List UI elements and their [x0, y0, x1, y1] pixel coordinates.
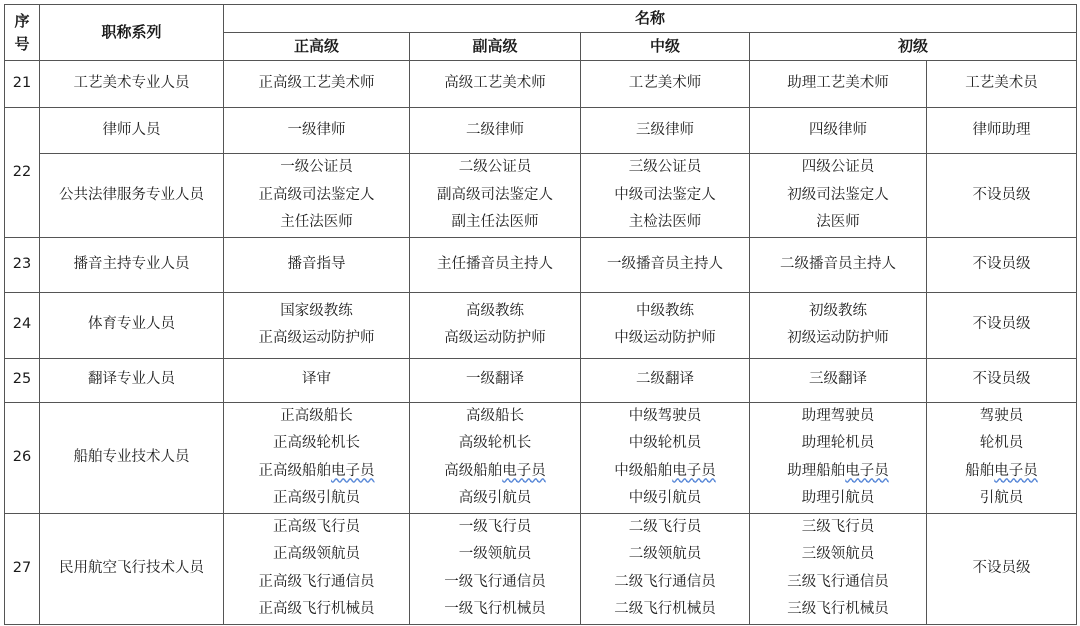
title-line: 正高级船舶电子员	[258, 462, 375, 479]
title-line: 二级翻译	[636, 371, 694, 388]
title-line: 三级飞行机械员	[787, 601, 889, 617]
header-level-junior: 初级	[750, 33, 1077, 61]
title-line: 一级公证员	[280, 159, 353, 175]
title-cell	[927, 108, 1077, 154]
title-line: 中级驾驶员	[628, 407, 702, 424]
title-line: 译审	[302, 371, 331, 388]
title-line: 一级播音员主持人	[607, 255, 723, 272]
title-cell	[927, 513, 1077, 624]
title-cell	[581, 108, 750, 154]
table-row	[5, 61, 1077, 108]
title-cell	[410, 61, 581, 108]
title-cell	[410, 154, 581, 238]
series-name	[40, 292, 224, 358]
title-line: 正高级引航员	[273, 490, 360, 506]
title-cell	[224, 292, 410, 358]
title-cell	[224, 154, 410, 238]
row-number: 21	[5, 61, 40, 108]
title-line: 二级领航员	[628, 546, 702, 562]
title-line: 引航员	[979, 490, 1024, 506]
title-cell	[224, 402, 410, 513]
header-level-senior-deputy: 副高级	[410, 33, 581, 61]
series-line: 播音主持专业人员	[73, 255, 190, 272]
header-name: 名称	[224, 5, 1077, 33]
title-line: 工艺美术员	[965, 75, 1038, 92]
title-line: 高级船长	[466, 407, 524, 424]
title-line: 副高级司法鉴定人	[437, 186, 553, 203]
title-line: 助理船舶电子员	[787, 462, 889, 479]
title-line: 不设员级	[972, 186, 1031, 203]
row-number: 22	[5, 108, 40, 238]
title-cell	[927, 402, 1077, 513]
header-series: 职称系列	[40, 5, 224, 61]
title-line: 正高级飞行机械员	[258, 601, 375, 617]
title-line: 正高级飞行员	[273, 518, 360, 535]
series-name	[40, 154, 224, 238]
row-number: 26	[5, 402, 40, 513]
row-number: 24	[5, 292, 40, 358]
title-cell	[750, 358, 927, 402]
title-cell	[927, 154, 1077, 238]
title-line: 主任法医师	[280, 214, 353, 230]
title-line: 播音指导	[287, 255, 346, 272]
title-cell	[581, 61, 750, 108]
title-line: 一级飞行通信员	[444, 573, 546, 590]
series-name	[40, 61, 224, 108]
header-level-senior-full: 正高级	[224, 33, 410, 61]
title-line: 主任播音员主持人	[437, 255, 553, 272]
table-row	[5, 237, 1077, 292]
title-line: 副主任法医师	[451, 214, 539, 230]
title-cell	[750, 237, 927, 292]
series-name	[40, 108, 224, 154]
title-cell	[750, 154, 927, 238]
title-line: 二级播音员主持人	[780, 255, 896, 272]
title-line: 三级飞行通信员	[787, 573, 889, 590]
series-line: 工艺美术专业人员	[73, 75, 190, 92]
table-body	[5, 61, 1077, 625]
title-line: 正高级领航员	[273, 546, 360, 562]
series-name	[40, 513, 224, 624]
table-row	[5, 292, 1077, 358]
title-cell	[581, 358, 750, 402]
title-cell	[581, 154, 750, 238]
title-line: 驾驶员	[979, 407, 1024, 424]
title-cell	[410, 513, 581, 624]
title-line: 中级引航员	[628, 490, 702, 506]
title-cell	[927, 292, 1077, 358]
title-line: 不设员级	[972, 316, 1031, 333]
table-row	[5, 154, 1077, 238]
title-cell	[224, 108, 410, 154]
title-cell	[224, 61, 410, 108]
title-cell	[410, 402, 581, 513]
title-line: 三级公证员	[628, 159, 702, 175]
title-line: 高级引航员	[458, 490, 532, 506]
title-line: 法医师	[816, 214, 860, 230]
title-line: 二级飞行通信员	[614, 573, 716, 590]
table-row	[5, 358, 1077, 402]
title-line: 律师助理	[972, 121, 1031, 138]
title-line: 高级工艺美术师	[444, 75, 546, 92]
title-line: 正高级运动防护师	[258, 330, 375, 346]
title-line: 轮机员	[979, 435, 1024, 451]
title-line: 一级飞行机械员	[444, 601, 546, 617]
title-line: 三级飞行员	[801, 518, 875, 535]
row-number: 25	[5, 358, 40, 402]
title-line: 初级教练	[809, 302, 867, 319]
series-line: 翻译专业人员	[88, 371, 175, 388]
title-line: 不设员级	[972, 559, 1031, 576]
title-line: 正高级司法鉴定人	[258, 186, 375, 203]
title-cell	[927, 237, 1077, 292]
table-row	[5, 108, 1077, 154]
title-cell	[750, 108, 927, 154]
title-cell	[410, 237, 581, 292]
title-line: 一级律师	[287, 121, 346, 138]
title-line: 正高级飞行通信员	[258, 573, 375, 590]
title-line: 不设员级	[972, 371, 1031, 388]
header-level-intermediate: 中级	[581, 33, 750, 61]
series-name	[40, 358, 224, 402]
series-line: 民用航空飞行技术人员	[59, 559, 204, 576]
title-line: 正高级工艺美术师	[258, 75, 375, 92]
professional-title-table	[4, 4, 1077, 625]
title-cell	[410, 358, 581, 402]
title-cell	[927, 61, 1077, 108]
title-cell	[224, 237, 410, 292]
series-name	[40, 402, 224, 513]
title-cell	[750, 513, 927, 624]
title-line: 高级运动防护师	[444, 330, 546, 346]
title-line: 初级运动防护师	[787, 330, 889, 346]
title-cell	[750, 61, 927, 108]
title-line: 船舶电子员	[965, 462, 1038, 479]
title-line: 正高级轮机长	[273, 435, 360, 451]
title-line: 四级公证员	[801, 159, 875, 175]
title-line: 中级司法鉴定人	[614, 186, 716, 203]
title-cell	[224, 358, 410, 402]
table-row	[5, 402, 1077, 513]
series-line: 体育专业人员	[88, 316, 175, 333]
title-line: 助理引航员	[801, 490, 875, 506]
row-number: 27	[5, 513, 40, 624]
title-line: 二级飞行员	[628, 518, 702, 535]
series-line: 公共法律服务专业人员	[59, 186, 204, 203]
title-cell	[224, 513, 410, 624]
title-line: 三级律师	[636, 121, 694, 138]
title-line: 一级领航员	[458, 546, 532, 562]
title-line: 中级船舶电子员	[614, 462, 716, 479]
row-number: 23	[5, 237, 40, 292]
table-row	[5, 513, 1077, 624]
title-line: 一级翻译	[466, 371, 524, 388]
title-cell	[410, 108, 581, 154]
title-line: 中级教练	[636, 302, 694, 319]
title-line: 中级运动防护师	[614, 330, 716, 346]
title-line: 助理轮机员	[801, 435, 875, 451]
title-cell	[410, 292, 581, 358]
title-line: 二级公证员	[458, 159, 532, 175]
series-line: 律师人员	[102, 121, 161, 138]
title-line: 正高级船长	[280, 407, 353, 424]
title-line: 三级翻译	[809, 371, 867, 388]
title-cell	[581, 292, 750, 358]
title-cell	[927, 358, 1077, 402]
title-line: 中级轮机员	[628, 435, 702, 451]
series-name	[40, 237, 224, 292]
title-cell	[750, 402, 927, 513]
title-cell	[750, 292, 927, 358]
title-line: 一级飞行员	[458, 518, 532, 535]
title-line: 二级飞行机械员	[614, 601, 716, 617]
title-line: 高级轮机长	[458, 435, 532, 451]
title-line: 高级船舶电子员	[444, 462, 546, 479]
title-line: 工艺美术师	[628, 75, 702, 92]
title-line: 四级律师	[809, 121, 867, 138]
title-cell	[581, 513, 750, 624]
title-line: 主检法医师	[628, 214, 702, 230]
series-line: 船舶专业技术人员	[73, 448, 190, 465]
title-line: 助理工艺美术师	[787, 75, 889, 92]
title-line: 助理驾驶员	[801, 407, 875, 424]
title-line: 三级领航员	[801, 546, 875, 562]
title-cell	[581, 402, 750, 513]
title-line: 高级教练	[466, 302, 524, 319]
title-line: 初级司法鉴定人	[787, 186, 889, 203]
title-line: 二级律师	[466, 121, 524, 138]
header-seq: 序 号	[5, 5, 40, 61]
title-line: 国家级教练	[280, 302, 353, 319]
title-cell	[581, 237, 750, 292]
title-line: 不设员级	[972, 255, 1031, 272]
